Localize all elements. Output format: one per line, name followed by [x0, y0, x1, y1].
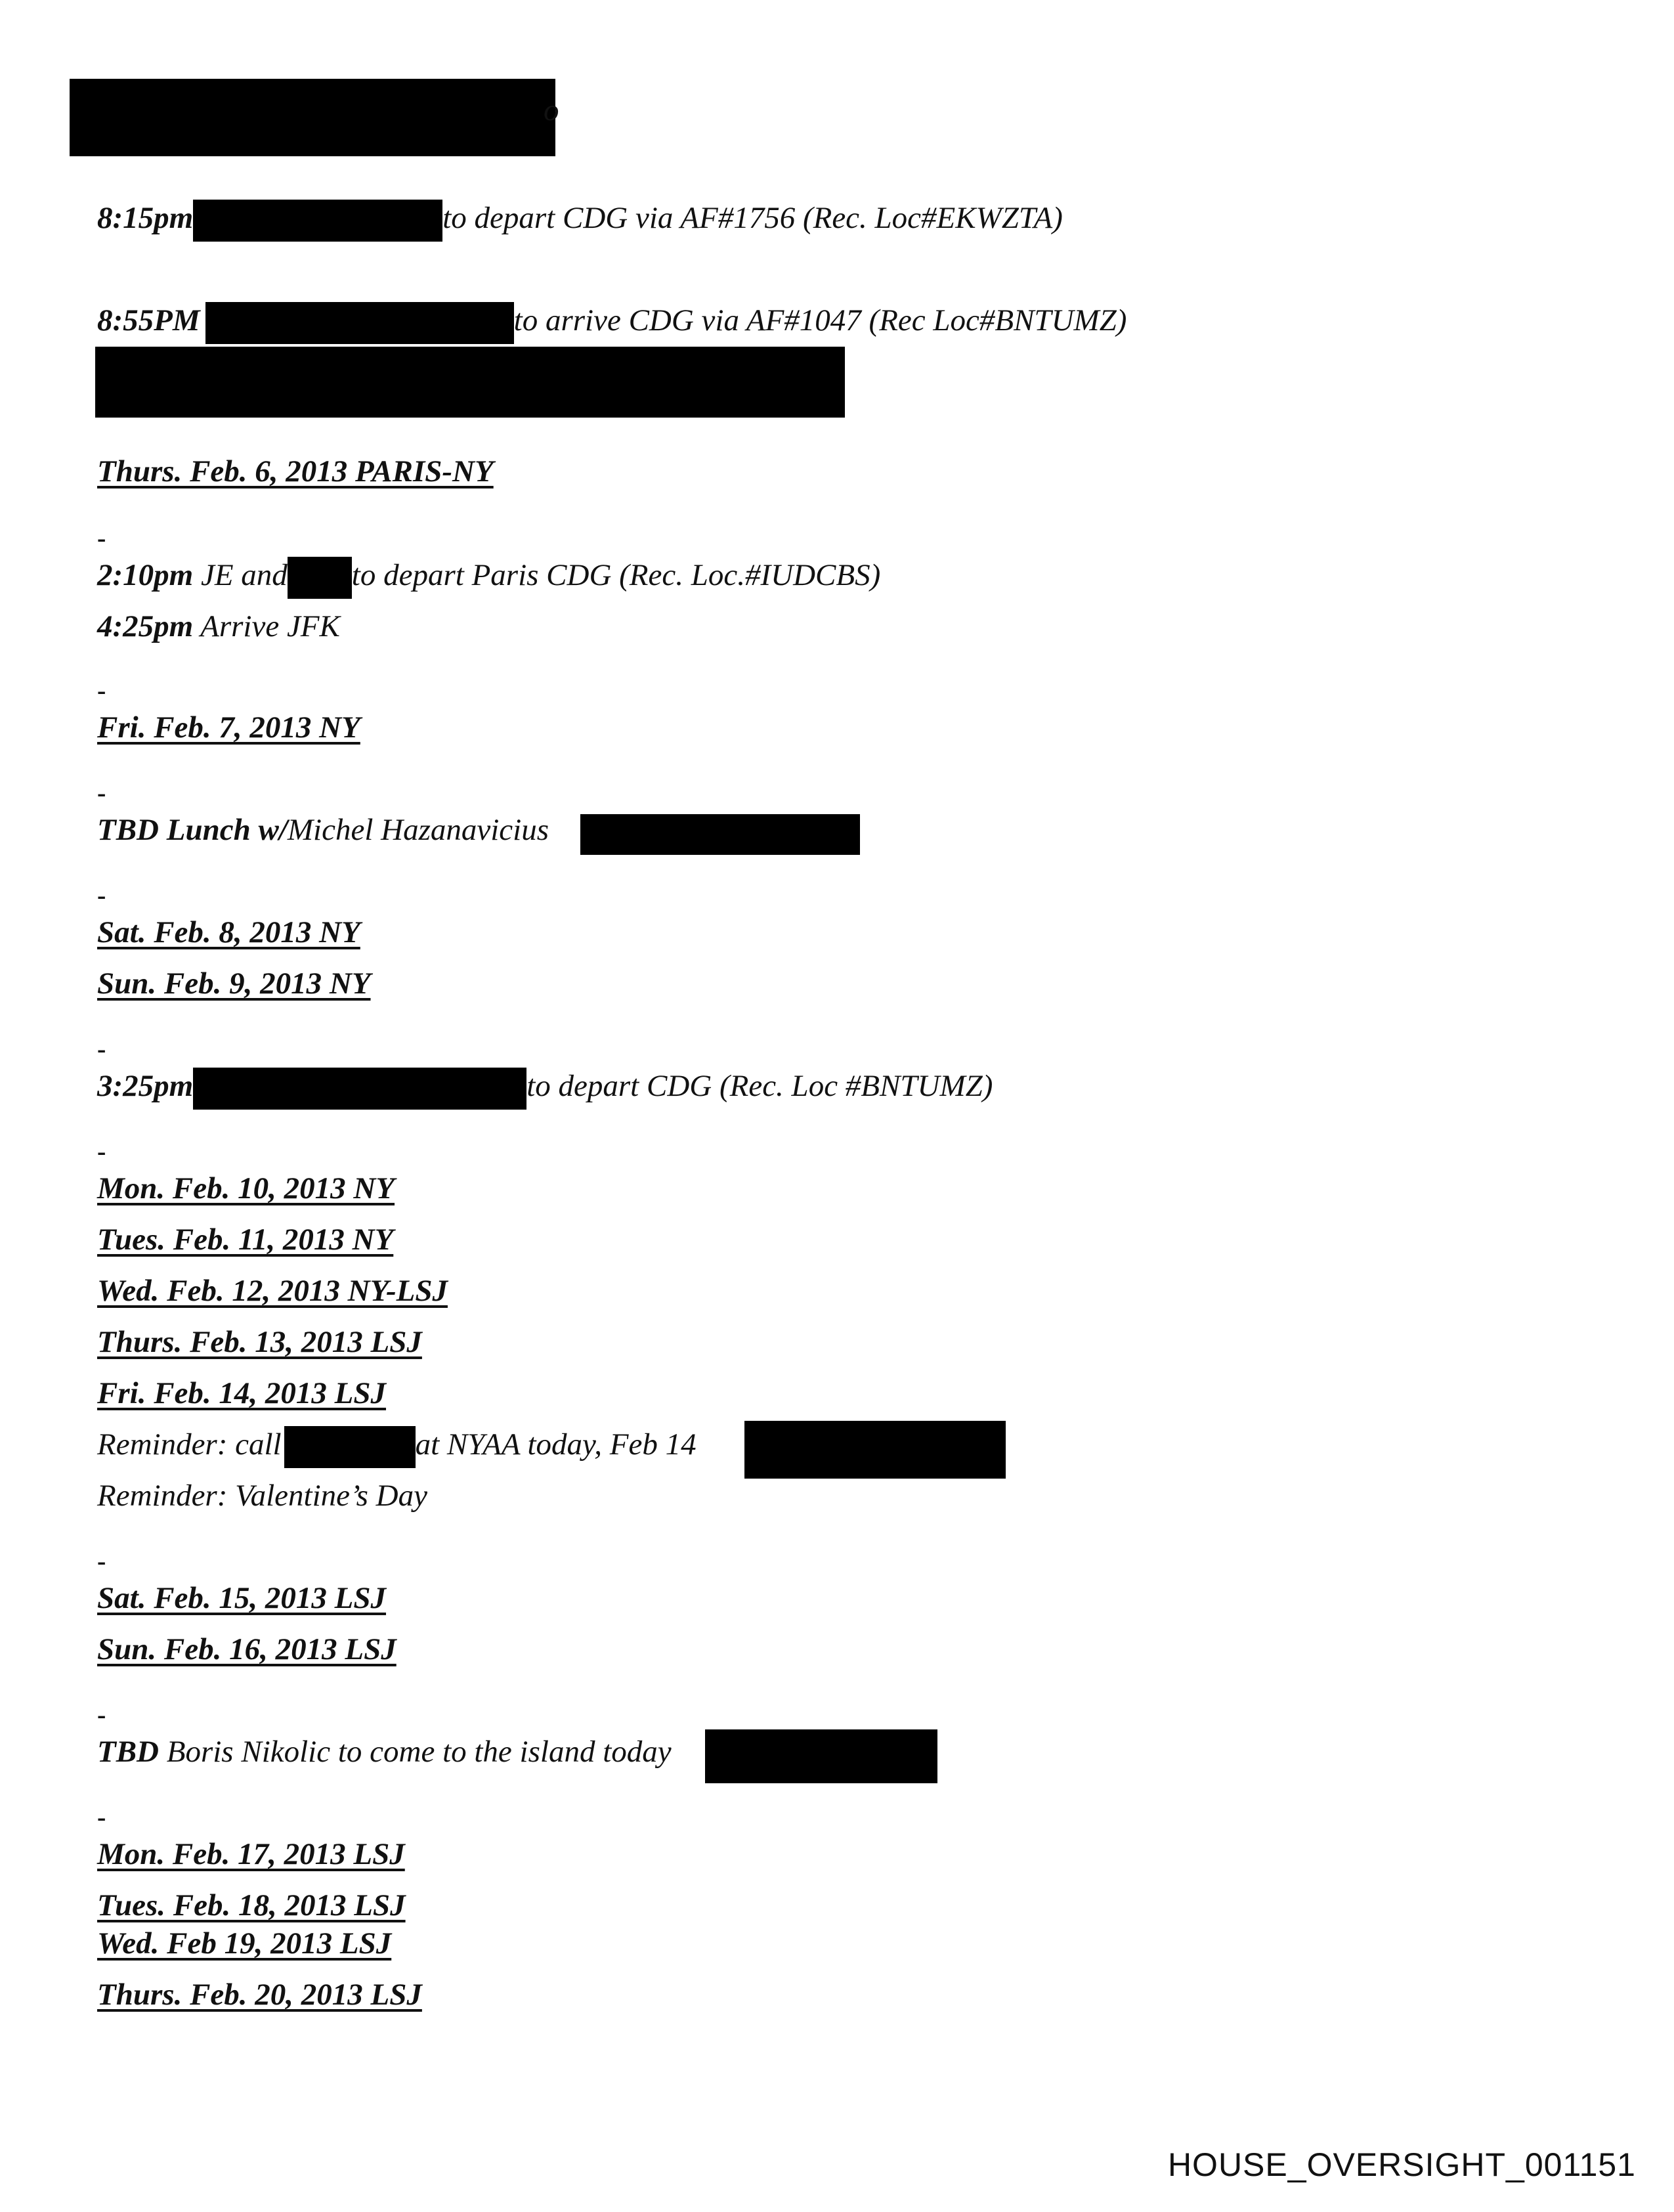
- entry-time: 8:55PM: [97, 303, 200, 337]
- reminder-valentines: Reminder: Valentine’s Day: [97, 1479, 427, 1513]
- redaction-block: [744, 1421, 1006, 1479]
- separator-dash: -: [97, 1546, 106, 1576]
- entry-text: Boris Nikolic to come to the island today: [166, 1735, 672, 1769]
- date-heading: Thurs. Feb. 13, 2013 LSJ: [97, 1325, 422, 1359]
- date-heading: Wed. Feb. 12, 2013 NY-LSJ: [97, 1274, 448, 1308]
- entry-lunch: [97, 812, 549, 848]
- redaction-block: [205, 302, 514, 344]
- entry-depart-cdg-2: [97, 1068, 993, 1110]
- separator-dash: -: [97, 778, 106, 808]
- date-heading: Fri. Feb. 7, 2013 NY: [97, 710, 360, 745]
- redaction-block: [580, 814, 860, 855]
- entry-time: 8:15pm: [97, 201, 194, 235]
- date-heading: Mon. Feb. 17, 2013 LSJ: [97, 1837, 405, 1871]
- reminder-text: at NYAA today, Feb 14: [415, 1427, 697, 1462]
- date-heading: Tues. Feb. 11, 2013 NY: [97, 1223, 394, 1257]
- date-heading: Wed. Feb 19, 2013 LSJ: [97, 1926, 392, 1961]
- reminder-call: [97, 1426, 697, 1468]
- entry-pre: JE and: [200, 558, 288, 592]
- separator-dash: -: [97, 1700, 106, 1729]
- separator-dash: -: [97, 676, 106, 705]
- entry-text: to arrive CDG via AF#1047 (Rec Loc#BNTUMZ): [513, 303, 1127, 337]
- entry-time: 3:25pm: [97, 1069, 194, 1103]
- entry-text: to depart CDG (Rec. Loc #BNTUMZ): [526, 1069, 993, 1103]
- date-heading: Sat. Feb. 15, 2013 LSJ: [97, 1581, 387, 1615]
- redaction-block: [705, 1729, 937, 1783]
- entry-text: to depart Paris CDG (Rec. Loc.#IUDCBS): [351, 558, 881, 592]
- reminder-pre: Reminder: call: [97, 1427, 282, 1462]
- separator-dash: -: [97, 880, 106, 910]
- date-heading: Tues. Feb. 18, 2013 LSJ: [97, 1888, 406, 1922]
- entry-text: Michel Hazanavicius: [287, 813, 549, 847]
- separator-dash: -: [97, 1802, 106, 1832]
- entry-time: TBD Lunch w/: [97, 813, 288, 847]
- separator-dash: -: [97, 1137, 106, 1166]
- entry-depart-paris: [97, 557, 880, 599]
- date-heading: Thurs. Feb. 6, 2013 PARIS-NY: [97, 454, 494, 488]
- date-heading: Sun. Feb. 16, 2013 LSJ: [97, 1632, 397, 1666]
- separator-dash: -: [97, 523, 106, 553]
- date-heading: Fri. Feb. 14, 2013 LSJ: [97, 1376, 387, 1410]
- entry-arrive-cdg: [97, 302, 1127, 344]
- redaction-block: [288, 557, 352, 599]
- separator-dash: -: [97, 1034, 106, 1064]
- redaction-block: [95, 347, 845, 418]
- bates-footer: HOUSE_OVERSIGHT_001151: [1167, 2146, 1636, 2183]
- date-heading: Sun. Feb. 9, 2013 NY: [97, 966, 371, 1001]
- redaction-block: [193, 1068, 526, 1110]
- date-heading: Thurs. Feb. 20, 2013 LSJ: [97, 1978, 422, 2012]
- redaction-block: [284, 1426, 416, 1468]
- entry-time: 4:25pm: [97, 609, 194, 643]
- header-trailing-char: o: [544, 93, 559, 127]
- entry-text: to depart CDG via AF#1756 (Rec. Loc#EKWZTA): [442, 201, 1063, 235]
- entry-boris: [97, 1733, 672, 1770]
- entry-time: 2:10pm: [97, 558, 194, 592]
- entry-depart-cdg: [97, 200, 1063, 242]
- entry-arrive-jfk: [97, 608, 340, 645]
- redaction-block: [70, 79, 555, 156]
- date-heading: Sat. Feb. 8, 2013 NY: [97, 915, 360, 949]
- entry-text: Arrive JFK: [200, 609, 340, 643]
- redaction-block: [193, 200, 442, 242]
- entry-time: TBD: [97, 1735, 159, 1769]
- date-heading: Mon. Feb. 10, 2013 NY: [97, 1171, 395, 1205]
